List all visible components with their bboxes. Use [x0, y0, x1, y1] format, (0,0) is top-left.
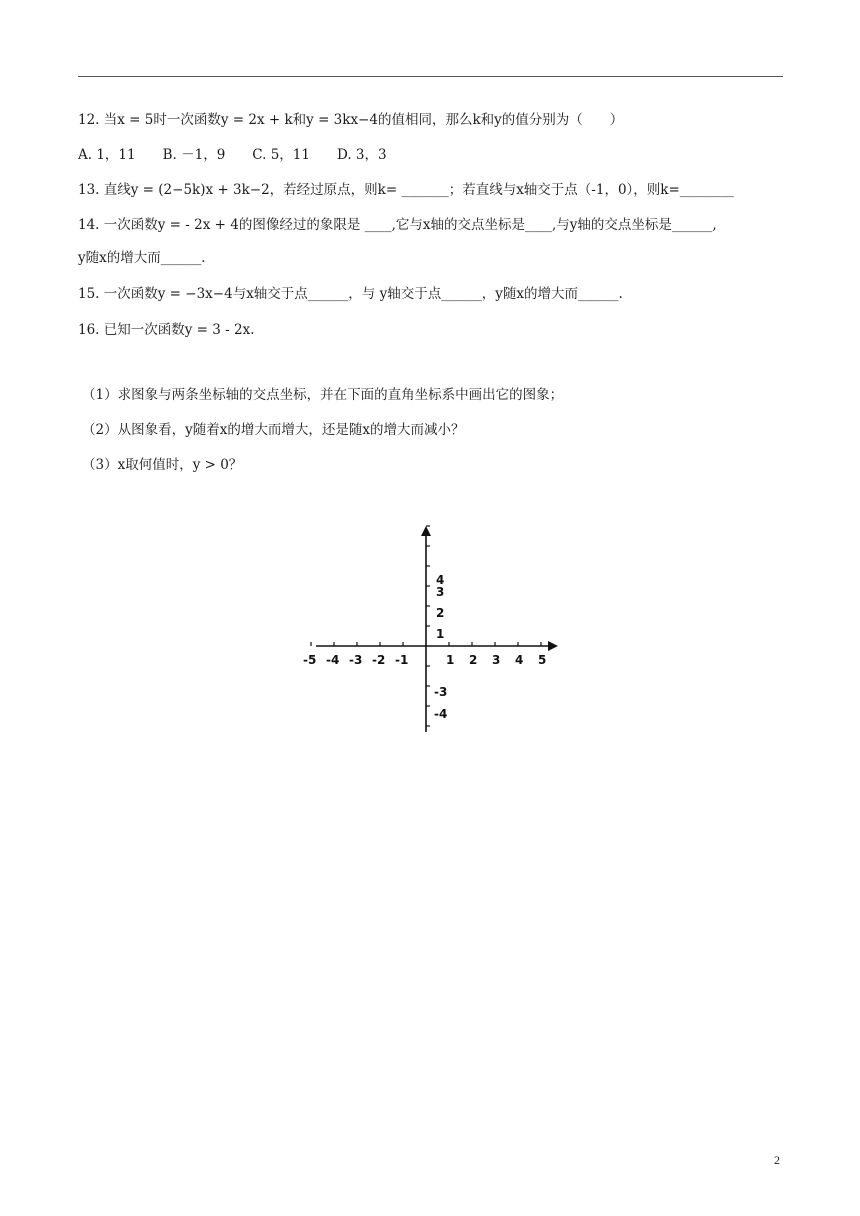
y-tick-label: 1 [436, 627, 445, 641]
x-tick-label: 1 [446, 653, 455, 667]
question-13: 13. 直线y = (2−5k)x + 3k−2，若经过原点，则k= _______；若直线与x轴交于点（-1，0），则k=________ [78, 182, 734, 198]
y-tick-label: 2 [436, 606, 445, 620]
question-16-part-2: （2）从图象看，y随着x的增大而增大，还是随x的增大而减小？ [82, 422, 465, 438]
x-tick-label: 3 [492, 653, 501, 667]
y-tick-label: 4 [436, 573, 445, 587]
question-16: 16. 已知一次函数y = 3 - 2x. [78, 322, 255, 338]
question-12: 12. 当x = 5时一次函数y = 2x + k和y = 3kx−4的值相同，那么k和y的值分别为（ ） [78, 112, 624, 128]
y-tick-label: -4 [434, 707, 448, 721]
question-15: 15. 一次函数y = −3x−4与x轴交于点______，与 y轴交于点______，y随x的增大而______. [78, 286, 623, 302]
x-axis-arrow [548, 641, 558, 651]
page-number: 2 [774, 1153, 780, 1167]
coordinate-axes [300, 522, 570, 737]
y-tick-label: 3 [436, 585, 445, 599]
x-tick-label: -2 [372, 653, 386, 667]
x-tick-label: 5 [538, 653, 547, 667]
x-tick-label: -5 [303, 653, 317, 667]
x-tick-label: 2 [469, 653, 478, 667]
y-axis-arrow [421, 526, 431, 536]
question-14-line-2: y随x的增大而______. [78, 250, 206, 266]
x-tick-label: 4 [515, 653, 524, 667]
x-tick-label: -1 [395, 653, 409, 667]
question-16-part-1: （1）求图象与两条坐标轴的交点坐标，并在下面的直角坐标系中画出它的图象； [82, 387, 564, 403]
question-16-part-3: （3）x取何值时，y > 0？ [82, 457, 243, 473]
header-rule [78, 76, 783, 77]
x-tick-label: -4 [326, 653, 340, 667]
x-tick-label: -3 [349, 653, 363, 667]
y-tick-label: -3 [434, 685, 448, 699]
question-12-options: A. 1，11 B. －1，9 C. 5，11 D. 3，3 [78, 147, 387, 163]
question-14-line-1: 14. 一次函数y = - 2x + 4的图像经过的象限是 ____,它与x轴的交点坐标是____,与y轴的交点坐标是______, [78, 217, 717, 233]
